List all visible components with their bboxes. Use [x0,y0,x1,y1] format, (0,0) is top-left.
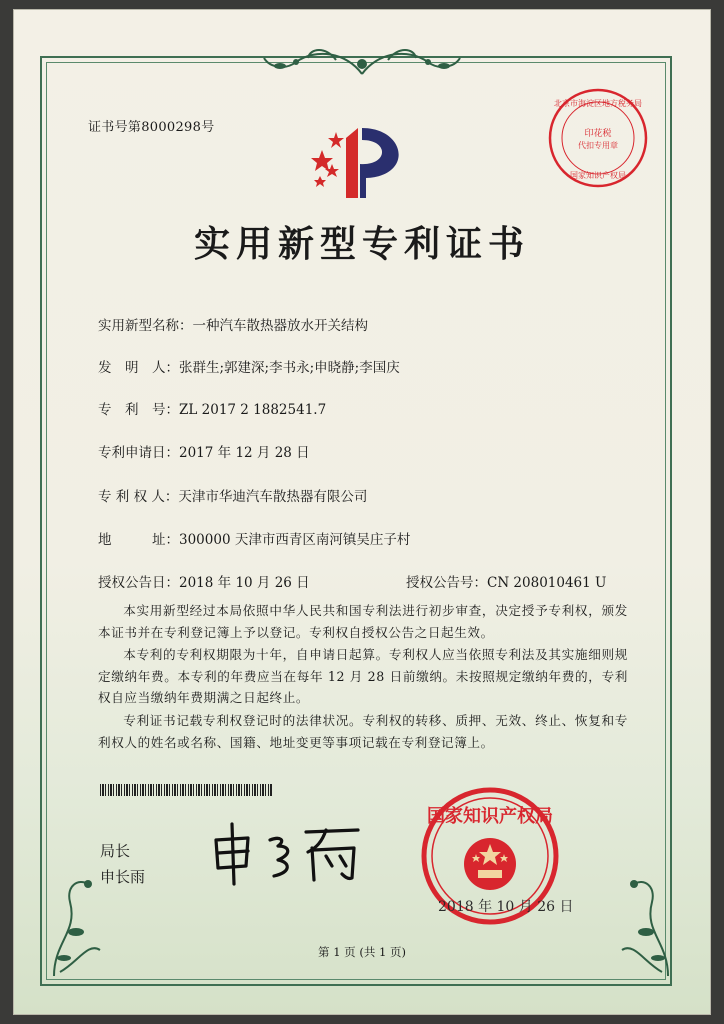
certificate-number: 证书号第8000298号 [88,120,215,135]
page-number: 第 1 页 (共 1 页) [318,945,406,959]
inventors-row [98,356,400,376]
tax-stamp-top-text: 北京市海淀区地方税务局 [554,99,642,108]
address-label: 地 址： [98,532,179,548]
grant-no-row [406,571,606,591]
inventors-label: 发 明 人： [98,360,179,376]
director-title: 局长 [100,842,131,860]
address-row [98,528,410,548]
filing-date-value: 2017 年 12 月 28 日 [179,445,310,461]
patentee-value: 天津市华迪汽车散热器有限公司 [178,489,368,505]
patent-logo-icon [302,118,422,202]
paragraph-2: 本专利的专利权期限为十年，自申请日起算。专利权人应当依照专利法及其实施细则规定缴纳年费。本专利的年费应当在每年 12 月 28 日前缴纳。未按照规定缴纳年费的，专利权自应当缴纳年费期满之日起终止。 [98,647,628,705]
ornament-icon [614,872,674,982]
page-title: 实用新型专利证书 [193,224,530,265]
utility-name-label: 实用新型名称： [98,318,193,334]
paragraph-1: 本实用新型经过本局依照中华人民共和国专利法进行初步审查，决定授予专利权，颁发本证书并在专利登记簿上予以登记。专利权自授权公告之日起生效。 [98,603,628,640]
utility-name-row [98,314,368,334]
tax-stamp-sub1: 印花税 [584,129,612,139]
seal-date: 2018 年 10 月 26 日 [438,899,574,915]
patentee-row [98,485,367,505]
grant-date-label: 授权公告日： [98,575,179,591]
patentee-label: 专 利 权 人： [98,489,179,505]
tax-stamp-bottom-text: 国家知识产权局 [570,171,626,180]
grant-no-value: CN 208010461 U [487,575,607,591]
inventors-value: 张群生;郭建深;李书永;申晓静;李国庆 [179,360,400,376]
ornament-icon [48,872,108,982]
filing-date-label: 专利申请日： [98,445,179,461]
filing-date-row [98,441,310,461]
patent-no-value: ZL 2017 2 1882541.7 [179,402,327,418]
grant-no-label: 授权公告号： [406,575,487,591]
patent-no-row [98,398,326,418]
main-seal-text: 国家知识产权局 [427,806,553,827]
paragraph-3: 专利证书记载专利权登记时的法律状况。专利权的转移、质押、无效、终止、恢复和专利权人的姓名或名称、国籍、地址变更等事项记载在专利登记簿上。 [98,713,628,750]
director-name: 申长雨 [100,868,146,886]
tax-stamp-icon [546,86,650,190]
tax-stamp-sub2: 代扣专用章 [578,141,618,150]
grant-date-value: 2018 年 10 月 26 日 [179,575,310,591]
signature-icon [208,818,368,888]
address-value: 300000 天津市西青区南河镇吴庄子村 [179,532,411,548]
barcode [100,784,272,796]
utility-name-value: 一种汽车散热器放水开关结构 [192,318,368,334]
patent-no-label: 专 利 号： [98,402,179,418]
grant-date-row [98,571,310,591]
ornament-icon [256,44,468,80]
